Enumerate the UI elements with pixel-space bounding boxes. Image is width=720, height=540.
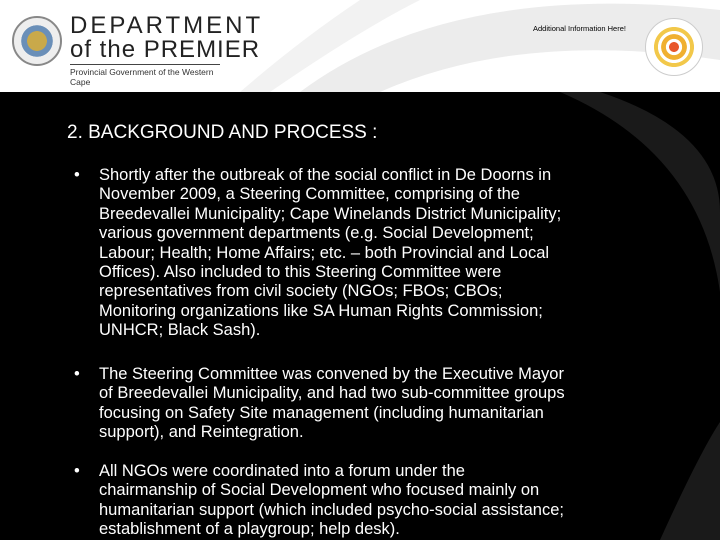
additional-information: Additional Information Here!	[533, 24, 626, 33]
bullet-line: Offices). Also included to this Steering Committee were	[99, 262, 502, 281]
slide-header	[0, 0, 720, 92]
bullet-text	[99, 462, 564, 540]
bullet-line: of Breedevallei Municipality, and had two sub-committee groups	[99, 384, 565, 403]
bullet-text	[99, 166, 561, 341]
coat-of-arms-logo	[12, 16, 62, 66]
bullet-line: Shortly after the outbreak of the social conflict in De Doorns in	[99, 166, 552, 184]
bullet-marker: •	[74, 166, 80, 184]
bullet-line: Breedevallei Municipality; Cape Winelands District Municipality;	[99, 204, 562, 223]
bullet-line: humanitarian support (which included psycho-social assistance;	[99, 500, 564, 519]
bullet-line: The Steering Committee was convened by the Executive Mayor	[99, 365, 564, 383]
bullet-line: representatives from civil society (NGOs; FBOs; CBOs;	[99, 282, 503, 301]
bullet-line: support), and Reintegration.	[99, 423, 304, 442]
bullet-marker: •	[74, 365, 80, 383]
bullet-marker: •	[74, 462, 80, 480]
bullet-line: various government departments (e.g. Social Development;	[99, 224, 534, 243]
bullet-line: November 2009, a Steering Committee, comprising of the	[99, 185, 520, 204]
bullet-line: All NGOs were coordinated into a forum under the	[99, 462, 465, 480]
logo-text-premier: of the PREMIER	[70, 36, 261, 63]
logo-text-department: DEPARTMENT	[70, 12, 264, 39]
bullet-text	[99, 365, 565, 443]
bullet-line: Labour; Health; Home Affairs; etc. – both Provincial and Local	[99, 243, 550, 262]
slide-body	[0, 92, 720, 540]
seal-logo	[645, 18, 703, 76]
bullet-line: chairmanship of Social Development who focused mainly on	[99, 481, 540, 500]
bullet-line: UNHCR; Black Sash).	[99, 321, 261, 340]
slide-title: 2. BACKGROUND AND PROCESS :	[67, 122, 378, 143]
bullet-line: Monitoring organizations like SA Human Rights Commission;	[99, 301, 543, 320]
bullet-line: establishment of a playgroup; help desk).	[99, 520, 400, 539]
logo-subtitle: Provincial Government of the Western Cape	[70, 64, 220, 87]
bullet-line: focusing on Safety Site management (including humanitarian	[99, 403, 544, 422]
